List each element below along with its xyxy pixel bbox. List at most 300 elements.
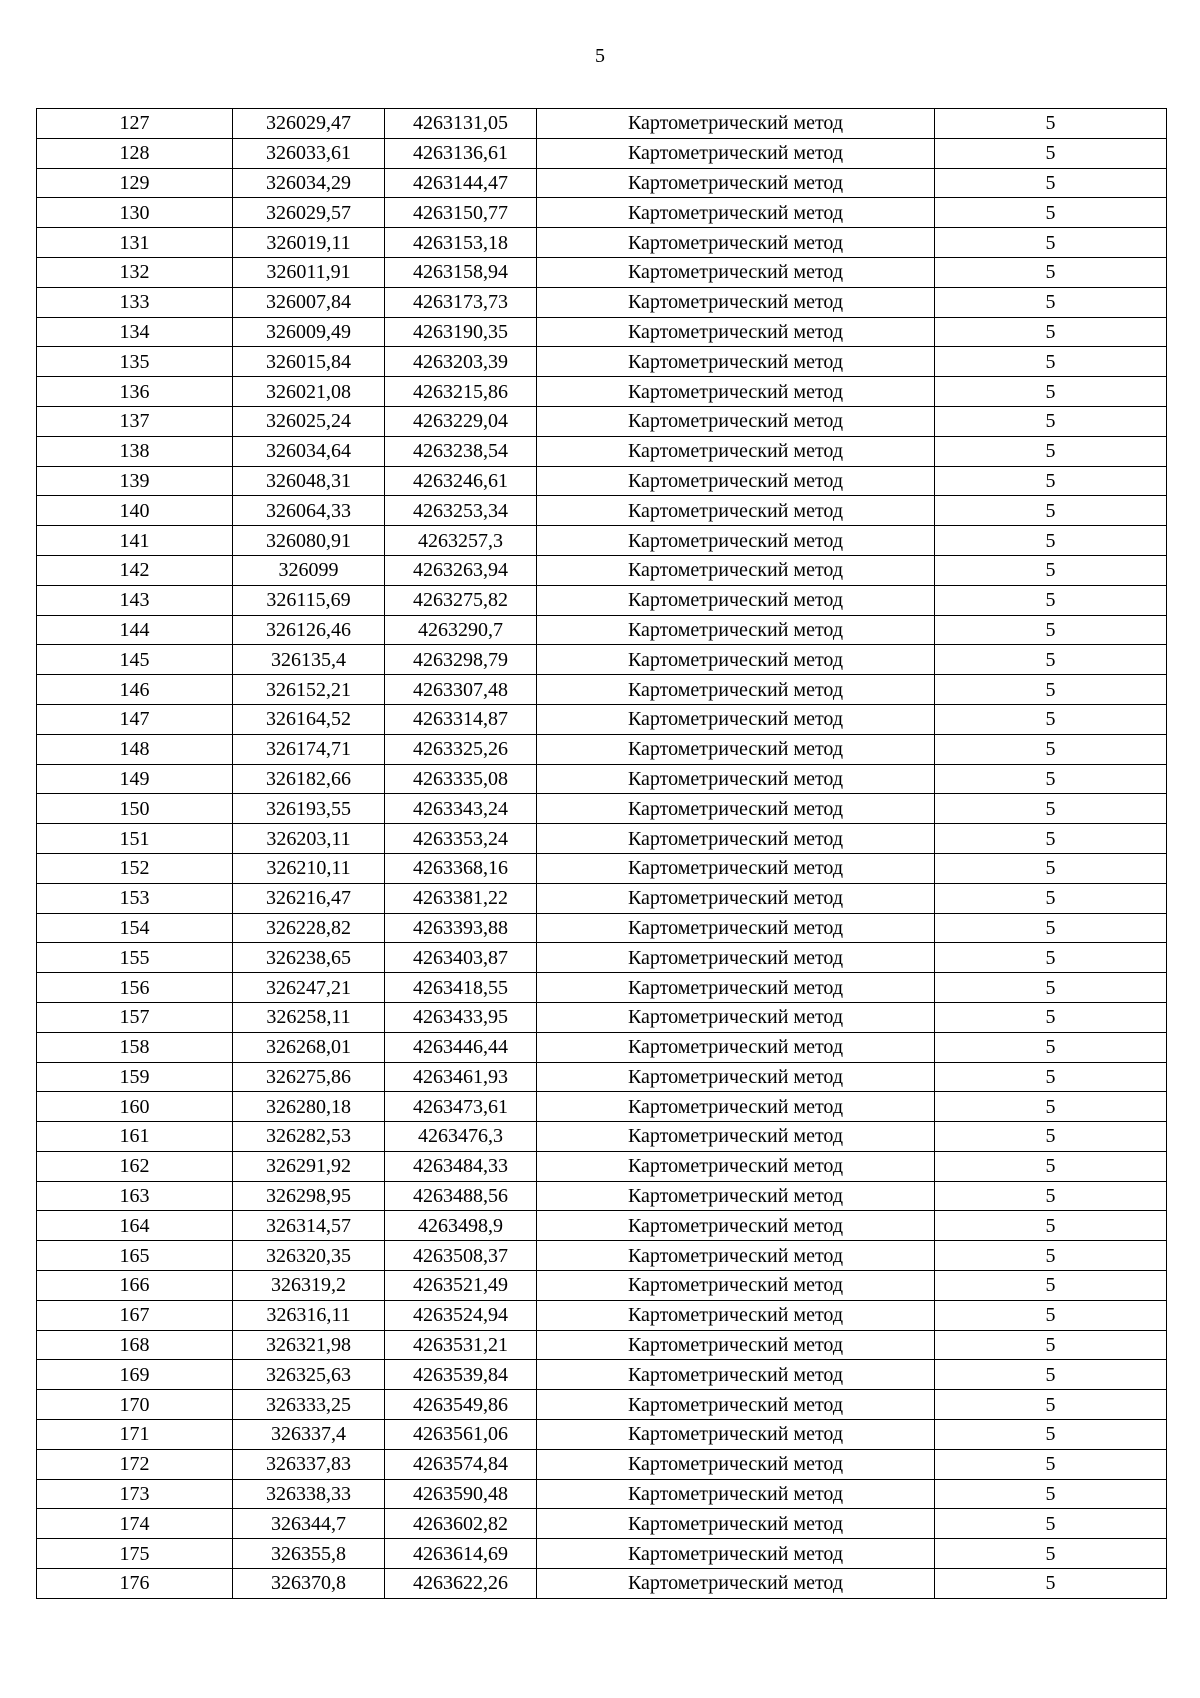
method-cell: Картометрический метод — [537, 943, 935, 973]
accuracy-cell: 5 — [935, 1420, 1167, 1450]
method-cell: Картометрический метод — [537, 1062, 935, 1092]
x-coordinate-cell: 326064,33 — [233, 496, 385, 526]
table-row — [37, 704, 1167, 734]
accuracy-cell: 5 — [935, 287, 1167, 317]
method-cell: Картометрический метод — [537, 1330, 935, 1360]
page-number: 5 — [595, 45, 605, 67]
method-cell: Картометрический метод — [537, 138, 935, 168]
table-row — [37, 645, 1167, 675]
y-coordinate-cell: 4263131,05 — [385, 109, 537, 139]
point-number-cell: 175 — [37, 1539, 233, 1569]
x-coordinate-cell: 326007,84 — [233, 287, 385, 317]
table-row — [37, 347, 1167, 377]
table-row — [37, 228, 1167, 258]
method-cell: Картометрический метод — [537, 1539, 935, 1569]
y-coordinate-cell: 4263574,84 — [385, 1449, 537, 1479]
point-number-cell: 132 — [37, 257, 233, 287]
method-cell: Картометрический метод — [537, 1390, 935, 1420]
accuracy-cell: 5 — [935, 138, 1167, 168]
x-coordinate-cell: 326033,61 — [233, 138, 385, 168]
accuracy-cell: 5 — [935, 1539, 1167, 1569]
x-coordinate-cell: 326019,11 — [233, 228, 385, 258]
table-row — [37, 317, 1167, 347]
table-row — [37, 1420, 1167, 1450]
table-row — [37, 883, 1167, 913]
y-coordinate-cell: 4263158,94 — [385, 257, 537, 287]
point-number-cell: 135 — [37, 347, 233, 377]
method-cell: Картометрический метод — [537, 1449, 935, 1479]
point-number-cell: 165 — [37, 1241, 233, 1271]
point-number-cell: 152 — [37, 853, 233, 883]
point-number-cell: 150 — [37, 794, 233, 824]
x-coordinate-cell: 326333,25 — [233, 1390, 385, 1420]
table-row — [37, 1539, 1167, 1569]
method-cell: Картометрический метод — [537, 436, 935, 466]
point-number-cell: 176 — [37, 1569, 233, 1599]
point-number-cell: 138 — [37, 436, 233, 466]
x-coordinate-cell: 326080,91 — [233, 526, 385, 556]
accuracy-cell: 5 — [935, 1300, 1167, 1330]
y-coordinate-cell: 4263368,16 — [385, 853, 537, 883]
table-row — [37, 1271, 1167, 1301]
y-coordinate-cell: 4263381,22 — [385, 883, 537, 913]
point-number-cell: 128 — [37, 138, 233, 168]
y-coordinate-cell: 4263257,3 — [385, 526, 537, 556]
table-row — [37, 943, 1167, 973]
point-number-cell: 142 — [37, 555, 233, 585]
point-number-cell: 173 — [37, 1479, 233, 1509]
x-coordinate-cell: 326370,8 — [233, 1569, 385, 1599]
accuracy-cell: 5 — [935, 496, 1167, 526]
y-coordinate-cell: 4263343,24 — [385, 794, 537, 824]
accuracy-cell: 5 — [935, 883, 1167, 913]
y-coordinate-cell: 4263484,33 — [385, 1151, 537, 1181]
y-coordinate-cell: 4263203,39 — [385, 347, 537, 377]
y-coordinate-cell: 4263393,88 — [385, 913, 537, 943]
table-row — [37, 1181, 1167, 1211]
table-row — [37, 1479, 1167, 1509]
accuracy-cell: 5 — [935, 1062, 1167, 1092]
point-number-cell: 157 — [37, 1002, 233, 1032]
y-coordinate-cell: 4263433,95 — [385, 1002, 537, 1032]
x-coordinate-cell: 326355,8 — [233, 1539, 385, 1569]
x-coordinate-cell: 326320,35 — [233, 1241, 385, 1271]
accuracy-cell: 5 — [935, 764, 1167, 794]
point-number-cell: 144 — [37, 615, 233, 645]
method-cell: Картометрический метод — [537, 883, 935, 913]
table-row — [37, 1062, 1167, 1092]
x-coordinate-cell: 326282,53 — [233, 1122, 385, 1152]
y-coordinate-cell: 4263473,61 — [385, 1092, 537, 1122]
x-coordinate-cell: 326029,57 — [233, 198, 385, 228]
point-number-cell: 167 — [37, 1300, 233, 1330]
point-number-cell: 166 — [37, 1271, 233, 1301]
point-number-cell: 153 — [37, 883, 233, 913]
table-row — [37, 436, 1167, 466]
point-number-cell: 154 — [37, 913, 233, 943]
x-coordinate-cell: 326216,47 — [233, 883, 385, 913]
x-coordinate-cell: 326193,55 — [233, 794, 385, 824]
method-cell: Картометрический метод — [537, 675, 935, 705]
method-cell: Картометрический метод — [537, 645, 935, 675]
y-coordinate-cell: 4263476,3 — [385, 1122, 537, 1152]
x-coordinate-cell: 326280,18 — [233, 1092, 385, 1122]
accuracy-cell: 5 — [935, 1241, 1167, 1271]
table-row — [37, 198, 1167, 228]
table-row — [37, 585, 1167, 615]
y-coordinate-cell: 4263136,61 — [385, 138, 537, 168]
y-coordinate-cell: 4263561,06 — [385, 1420, 537, 1450]
x-coordinate-cell: 326115,69 — [233, 585, 385, 615]
table-row — [37, 1032, 1167, 1062]
y-coordinate-cell: 4263238,54 — [385, 436, 537, 466]
accuracy-cell: 5 — [935, 228, 1167, 258]
accuracy-cell: 5 — [935, 734, 1167, 764]
y-coordinate-cell: 4263215,86 — [385, 377, 537, 407]
accuracy-cell: 5 — [935, 1390, 1167, 1420]
table-row — [37, 466, 1167, 496]
accuracy-cell: 5 — [935, 1211, 1167, 1241]
x-coordinate-cell: 326029,47 — [233, 109, 385, 139]
point-number-cell: 131 — [37, 228, 233, 258]
point-number-cell: 171 — [37, 1420, 233, 1450]
method-cell: Картометрический метод — [537, 1002, 935, 1032]
accuracy-cell: 5 — [935, 1151, 1167, 1181]
y-coordinate-cell: 4263461,93 — [385, 1062, 537, 1092]
method-cell: Картометрический метод — [537, 109, 935, 139]
point-number-cell: 127 — [37, 109, 233, 139]
accuracy-cell: 5 — [935, 1181, 1167, 1211]
x-coordinate-cell: 326174,71 — [233, 734, 385, 764]
accuracy-cell: 5 — [935, 1092, 1167, 1122]
method-cell: Картометрический метод — [537, 526, 935, 556]
method-cell: Картометрический метод — [537, 1569, 935, 1599]
point-number-cell: 147 — [37, 704, 233, 734]
accuracy-cell: 5 — [935, 1449, 1167, 1479]
y-coordinate-cell: 4263144,47 — [385, 168, 537, 198]
method-cell: Картометрический метод — [537, 406, 935, 436]
method-cell: Картометрический метод — [537, 734, 935, 764]
y-coordinate-cell: 4263403,87 — [385, 943, 537, 973]
method-cell: Картометрический метод — [537, 1211, 935, 1241]
accuracy-cell: 5 — [935, 675, 1167, 705]
accuracy-cell: 5 — [935, 853, 1167, 883]
method-cell: Картометрический метод — [537, 1360, 935, 1390]
method-cell: Картометрический метод — [537, 704, 935, 734]
x-coordinate-cell: 326344,7 — [233, 1509, 385, 1539]
method-cell: Картометрический метод — [537, 317, 935, 347]
x-coordinate-cell: 326298,95 — [233, 1181, 385, 1211]
accuracy-cell: 5 — [935, 317, 1167, 347]
accuracy-cell: 5 — [935, 109, 1167, 139]
x-coordinate-cell: 326210,11 — [233, 853, 385, 883]
y-coordinate-cell: 4263307,48 — [385, 675, 537, 705]
x-coordinate-cell: 326015,84 — [233, 347, 385, 377]
x-coordinate-cell: 326321,98 — [233, 1330, 385, 1360]
accuracy-cell: 5 — [935, 1122, 1167, 1152]
accuracy-cell: 5 — [935, 645, 1167, 675]
method-cell: Картометрический метод — [537, 287, 935, 317]
y-coordinate-cell: 4263531,21 — [385, 1330, 537, 1360]
y-coordinate-cell: 4263173,73 — [385, 287, 537, 317]
x-coordinate-cell: 326009,49 — [233, 317, 385, 347]
coordinates-table-body — [37, 109, 1167, 1599]
point-number-cell: 161 — [37, 1122, 233, 1152]
x-coordinate-cell: 326258,11 — [233, 1002, 385, 1032]
method-cell: Картометрический метод — [537, 1241, 935, 1271]
table-row — [37, 1151, 1167, 1181]
point-number-cell: 155 — [37, 943, 233, 973]
y-coordinate-cell: 4263263,94 — [385, 555, 537, 585]
point-number-cell: 168 — [37, 1330, 233, 1360]
accuracy-cell: 5 — [935, 198, 1167, 228]
point-number-cell: 169 — [37, 1360, 233, 1390]
table-row — [37, 377, 1167, 407]
accuracy-cell: 5 — [935, 704, 1167, 734]
accuracy-cell: 5 — [935, 406, 1167, 436]
y-coordinate-cell: 4263150,77 — [385, 198, 537, 228]
table-row — [37, 1002, 1167, 1032]
table-row — [37, 287, 1167, 317]
x-coordinate-cell: 326247,21 — [233, 973, 385, 1003]
x-coordinate-cell: 326152,21 — [233, 675, 385, 705]
point-number-cell: 130 — [37, 198, 233, 228]
x-coordinate-cell: 326268,01 — [233, 1032, 385, 1062]
table-row — [37, 973, 1167, 1003]
method-cell: Картометрический метод — [537, 913, 935, 943]
y-coordinate-cell: 4263590,48 — [385, 1479, 537, 1509]
y-coordinate-cell: 4263229,04 — [385, 406, 537, 436]
x-coordinate-cell: 326337,83 — [233, 1449, 385, 1479]
x-coordinate-cell: 326021,08 — [233, 377, 385, 407]
accuracy-cell: 5 — [935, 1330, 1167, 1360]
x-coordinate-cell: 326275,86 — [233, 1062, 385, 1092]
x-coordinate-cell: 326325,63 — [233, 1360, 385, 1390]
table-row — [37, 1300, 1167, 1330]
y-coordinate-cell: 4263521,49 — [385, 1271, 537, 1301]
accuracy-cell: 5 — [935, 257, 1167, 287]
accuracy-cell: 5 — [935, 436, 1167, 466]
table-row — [37, 109, 1167, 139]
x-coordinate-cell: 326034,64 — [233, 436, 385, 466]
method-cell: Картометрический метод — [537, 1122, 935, 1152]
y-coordinate-cell: 4263275,82 — [385, 585, 537, 615]
x-coordinate-cell: 326238,65 — [233, 943, 385, 973]
y-coordinate-cell: 4263508,37 — [385, 1241, 537, 1271]
table-row — [37, 526, 1167, 556]
accuracy-cell: 5 — [935, 1569, 1167, 1599]
method-cell: Картометрический метод — [537, 1479, 935, 1509]
accuracy-cell: 5 — [935, 943, 1167, 973]
x-coordinate-cell: 326034,29 — [233, 168, 385, 198]
method-cell: Картометрический метод — [537, 198, 935, 228]
accuracy-cell: 5 — [935, 1002, 1167, 1032]
point-number-cell: 160 — [37, 1092, 233, 1122]
y-coordinate-cell: 4263246,61 — [385, 466, 537, 496]
accuracy-cell: 5 — [935, 913, 1167, 943]
x-coordinate-cell: 326228,82 — [233, 913, 385, 943]
point-number-cell: 140 — [37, 496, 233, 526]
table-row — [37, 1449, 1167, 1479]
y-coordinate-cell: 4263298,79 — [385, 645, 537, 675]
table-row — [37, 734, 1167, 764]
table-row — [37, 138, 1167, 168]
method-cell: Картометрический метод — [537, 824, 935, 854]
table-row — [37, 853, 1167, 883]
method-cell: Картометрический метод — [537, 764, 935, 794]
accuracy-cell: 5 — [935, 1032, 1167, 1062]
method-cell: Картометрический метод — [537, 1181, 935, 1211]
accuracy-cell: 5 — [935, 168, 1167, 198]
accuracy-cell: 5 — [935, 615, 1167, 645]
accuracy-cell: 5 — [935, 973, 1167, 1003]
x-coordinate-cell: 326099 — [233, 555, 385, 585]
method-cell: Картометрический метод — [537, 1271, 935, 1301]
point-number-cell: 148 — [37, 734, 233, 764]
y-coordinate-cell: 4263446,44 — [385, 1032, 537, 1062]
table-row — [37, 1330, 1167, 1360]
method-cell: Картометрический метод — [537, 377, 935, 407]
point-number-cell: 163 — [37, 1181, 233, 1211]
y-coordinate-cell: 4263549,86 — [385, 1390, 537, 1420]
method-cell: Картометрический метод — [537, 555, 935, 585]
y-coordinate-cell: 4263498,9 — [385, 1211, 537, 1241]
table-row — [37, 257, 1167, 287]
y-coordinate-cell: 4263602,82 — [385, 1509, 537, 1539]
table-row — [37, 168, 1167, 198]
accuracy-cell: 5 — [935, 1479, 1167, 1509]
method-cell: Картометрический метод — [537, 853, 935, 883]
table-row — [37, 615, 1167, 645]
table-row — [37, 1241, 1167, 1271]
x-coordinate-cell: 326025,24 — [233, 406, 385, 436]
method-cell: Картометрический метод — [537, 466, 935, 496]
y-coordinate-cell: 4263488,56 — [385, 1181, 537, 1211]
point-number-cell: 164 — [37, 1211, 233, 1241]
table-row — [37, 764, 1167, 794]
point-number-cell: 137 — [37, 406, 233, 436]
point-number-cell: 174 — [37, 1509, 233, 1539]
method-cell: Картометрический метод — [537, 615, 935, 645]
y-coordinate-cell: 4263524,94 — [385, 1300, 537, 1330]
table-row — [37, 1122, 1167, 1152]
point-number-cell: 139 — [37, 466, 233, 496]
x-coordinate-cell: 326203,11 — [233, 824, 385, 854]
point-number-cell: 136 — [37, 377, 233, 407]
method-cell: Картометрический метод — [537, 496, 935, 526]
point-number-cell: 149 — [37, 764, 233, 794]
point-number-cell: 159 — [37, 1062, 233, 1092]
method-cell: Картометрический метод — [537, 168, 935, 198]
y-coordinate-cell: 4263353,24 — [385, 824, 537, 854]
point-number-cell: 162 — [37, 1151, 233, 1181]
method-cell: Картометрический метод — [537, 1092, 935, 1122]
x-coordinate-cell: 326182,66 — [233, 764, 385, 794]
y-coordinate-cell: 4263314,87 — [385, 704, 537, 734]
point-number-cell: 134 — [37, 317, 233, 347]
table-row — [37, 406, 1167, 436]
y-coordinate-cell: 4263418,55 — [385, 973, 537, 1003]
y-coordinate-cell: 4263325,26 — [385, 734, 537, 764]
table-row — [37, 555, 1167, 585]
x-coordinate-cell: 326319,2 — [233, 1271, 385, 1301]
point-number-cell: 143 — [37, 585, 233, 615]
table-row — [37, 1360, 1167, 1390]
method-cell: Картометрический метод — [537, 228, 935, 258]
accuracy-cell: 5 — [935, 555, 1167, 585]
table-row — [37, 824, 1167, 854]
method-cell: Картометрический метод — [537, 1151, 935, 1181]
method-cell: Картометрический метод — [537, 973, 935, 1003]
x-coordinate-cell: 326314,57 — [233, 1211, 385, 1241]
method-cell: Картометрический метод — [537, 347, 935, 377]
y-coordinate-cell: 4263335,08 — [385, 764, 537, 794]
accuracy-cell: 5 — [935, 585, 1167, 615]
point-number-cell: 146 — [37, 675, 233, 705]
y-coordinate-cell: 4263622,26 — [385, 1569, 537, 1599]
table-row — [37, 913, 1167, 943]
table-row — [37, 794, 1167, 824]
accuracy-cell: 5 — [935, 466, 1167, 496]
y-coordinate-cell: 4263290,7 — [385, 615, 537, 645]
method-cell: Картометрический метод — [537, 257, 935, 287]
y-coordinate-cell: 4263153,18 — [385, 228, 537, 258]
accuracy-cell: 5 — [935, 1509, 1167, 1539]
table-row — [37, 1509, 1167, 1539]
table-row — [37, 1569, 1167, 1599]
point-number-cell: 170 — [37, 1390, 233, 1420]
x-coordinate-cell: 326135,4 — [233, 645, 385, 675]
method-cell: Картометрический метод — [537, 1032, 935, 1062]
x-coordinate-cell: 326291,92 — [233, 1151, 385, 1181]
y-coordinate-cell: 4263190,35 — [385, 317, 537, 347]
method-cell: Картометрический метод — [537, 1420, 935, 1450]
accuracy-cell: 5 — [935, 526, 1167, 556]
x-coordinate-cell: 326126,46 — [233, 615, 385, 645]
point-number-cell: 172 — [37, 1449, 233, 1479]
point-number-cell: 156 — [37, 973, 233, 1003]
method-cell: Картометрический метод — [537, 585, 935, 615]
x-coordinate-cell: 326338,33 — [233, 1479, 385, 1509]
point-number-cell: 141 — [37, 526, 233, 556]
accuracy-cell: 5 — [935, 824, 1167, 854]
x-coordinate-cell: 326316,11 — [233, 1300, 385, 1330]
accuracy-cell: 5 — [935, 377, 1167, 407]
point-number-cell: 151 — [37, 824, 233, 854]
point-number-cell: 158 — [37, 1032, 233, 1062]
x-coordinate-cell: 326011,91 — [233, 257, 385, 287]
y-coordinate-cell: 4263614,69 — [385, 1539, 537, 1569]
x-coordinate-cell: 326048,31 — [233, 466, 385, 496]
table-row — [37, 496, 1167, 526]
accuracy-cell: 5 — [935, 347, 1167, 377]
accuracy-cell: 5 — [935, 1360, 1167, 1390]
table-row — [37, 675, 1167, 705]
x-coordinate-cell: 326164,52 — [233, 704, 385, 734]
table-row — [37, 1211, 1167, 1241]
point-number-cell: 133 — [37, 287, 233, 317]
method-cell: Картометрический метод — [537, 794, 935, 824]
y-coordinate-cell: 4263253,34 — [385, 496, 537, 526]
y-coordinate-cell: 4263539,84 — [385, 1360, 537, 1390]
point-number-cell: 129 — [37, 168, 233, 198]
accuracy-cell: 5 — [935, 1271, 1167, 1301]
point-number-cell: 145 — [37, 645, 233, 675]
accuracy-cell: 5 — [935, 794, 1167, 824]
x-coordinate-cell: 326337,4 — [233, 1420, 385, 1450]
method-cell: Картометрический метод — [537, 1509, 935, 1539]
method-cell: Картометрический метод — [537, 1300, 935, 1330]
